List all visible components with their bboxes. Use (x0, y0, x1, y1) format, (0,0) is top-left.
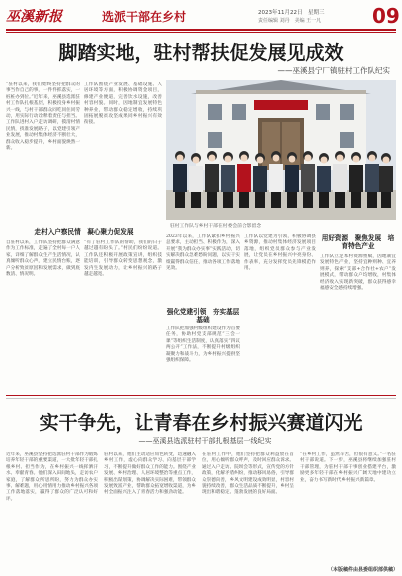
article1-column3-paragraph1: 2023年以来，工作队紧扣乡村振兴总要求，主动担当、积极作为，深入开展“我为群众办实事”实践活动，切实解决群众急难愁盼问题，以实干实绩赢得群众信任，推动各项工作落地见效。 (166, 234, 240, 272)
group-photo (166, 80, 396, 220)
issue-date: 2023年11月22日 星期三 (258, 10, 325, 16)
article1-headline: 脚踏实地，驻村帮扶促发展见成效 (58, 42, 344, 64)
article-divider-thin (6, 398, 396, 399)
photo-caption: 驻村工作队与乡村干部在村委会前合影留念 (170, 224, 262, 229)
article1-column4-paragraph1: 工作队以党建为引领，积极协调县乡资源，推动村集体经济发展项目落地，组织党员群众参与产业发展，让党员在乡村振兴中亮身份、作表率，充分发挥党员先锋模范作用。 (244, 234, 316, 272)
article2-column1: 近年来，巫溪县坚持把选派驻村干部作为锻炼培养年轻干部的重要渠道，一大批年轻干部扎根乡村、担当作为，在乡村振兴一线挥洒汗水、奉献青春。他们深入田间地头，走访农户家庭，了解群众所思所盼，努力为群众办实事、解难题，用心用情用力推动乡村振兴各项工作落地落实，赢得了群众的广泛认可和好评。 (6, 452, 98, 502)
article1-column1-paragraph2: 自驻村以来，工作队坚持把群众满意作为工作标准，走遍了全村每一户人家，详细了解群众生产生活情况，认真倾听群众心声，建立民情台账，逐户分析致贫原因和发展需求，做到底数清、情况明。 (6, 240, 80, 278)
article1-column5-paragraph2: 工作队立足本村资源禀赋，因地制宜发展特色产业，坚持宜种则种、宜养则养，探索“支部+合作社+农户”发展模式，带动群众户均增收，村集体经济收入实现新突破，群众获得感幸福感安全感持续增强。 (320, 254, 396, 292)
article1-section-heading-2: 强化党建引领 夯实基层基础 (166, 308, 240, 324)
header-rule-thin (6, 32, 396, 33)
article1-column2-paragraph2: “有了驻村工作队的帮助，我们的日子越过越有盼头了。”村民们纷纷说道。工作队还积极开展政策宣讲，组织技能培训，引导群众转变思想观念，激发内生发展动力，让乡村振兴的路子越走越宽。 (84, 240, 162, 278)
editor-credits: 责任编辑 刘丹 美编 王一凡 (258, 18, 322, 24)
article2-subheadline: ——巫溪县选派驻村干部扎根基层一线纪实 (138, 437, 272, 445)
article2-column4: “在乡村工作，虽然辛苦，但很有意义。”一名驻村干部说道。下一步，巫溪县将继续加强驻村干部管理，为驻村干部干事创业搭建平台，激励更多年轻干部在乡村振兴广阔天地中建功立业，奋力书写新时代乡村振兴新篇章。 (300, 452, 396, 483)
article2-source-note: （本版稿件由县委组织部供稿） (327, 567, 398, 573)
article2-column2: 驻村以来，他们主动适应角色转变，迅速融入乡村工作，虚心向群众学习、向基层干部学习，不断提升做好群众工作的能力。围绕产业发展、乡村治理、人居环境整治等重点工作，积极出谋划策，协调解决实际困难，带领群众发展致富产业，帮助群众拓宽增收渠道，为乡村全面振兴注入了青春活力和强劲动能。 (104, 452, 196, 496)
article1-section-heading-3: 用好资源 聚焦发展 培育特色产业 (321, 234, 395, 250)
article1-column1-paragraph1b: 工作队围绕产业发展、基础设施、人居环境等方面，积极协调资金项目，修建产业便道，完善饮水设施，改善村容村貌。同时，因地制宜发展特色种养业，带动群众稳定增收，持续巩固拓展脱贫攻坚成果同乡村振兴有效衔接。 (84, 82, 162, 126)
group-photo-illustration (166, 80, 396, 220)
article1-column1-paragraph1: “驻村以来，我们始终坚持把群众的事当作自己的事，一件件抓落实，一桩桩办到位。”近年来，巫溪县选派驻村工作队扎根基层，积极投身乡村振兴一线，与村干部群众同吃同住同劳动，用实际行动诠释着责任与担当。工作队进村入户走访调研，摸清村情民情，找准发展路子，以党建引领产业发展，推动村集体经济不断壮大，群众收入稳步提升，乡村面貌焕然一新。 (6, 82, 80, 152)
header-rule (6, 29, 396, 31)
page-number: 09 (372, 4, 400, 28)
article2-headline: 实干争先，让青春在乡村振兴赛道闪光 (39, 412, 363, 434)
newspaper-masthead: 巫溪新报 (6, 9, 62, 25)
article2-column3: 在驻村工作中，他们坚持把群众利益放在首位，用心倾听群众呼声，及时回应群众诉求。通过入户走访、院坝会等形式，宣传党的方针政策，化解矛盾纠纷，推动移风易俗，引导群众崇德向善，乡风文明建设成效明显，村容村貌持续改善，群众生活品质不断提升，乡村呈现出和谐稳定、蓬勃发展的良好局面。 (202, 452, 294, 496)
article1-section-heading-1: 走村入户察民情 凝心聚力促发展 (34, 228, 134, 236)
article-divider (6, 395, 396, 396)
article1-column3-paragraph2: 工作队把加强村级组织建设作为首要任务，协助村党支部规范“三会一课”等组织生活制度，认真落实“四议两公开”工作法，不断提升村级组织凝聚力和战斗力，为乡村振兴提供坚强组织保障。 (166, 326, 240, 364)
article1-subheadline: ——巫溪县宁厂镇驻村工作队纪实 (277, 66, 390, 75)
section-title: 选派干部在乡村 (102, 10, 187, 24)
